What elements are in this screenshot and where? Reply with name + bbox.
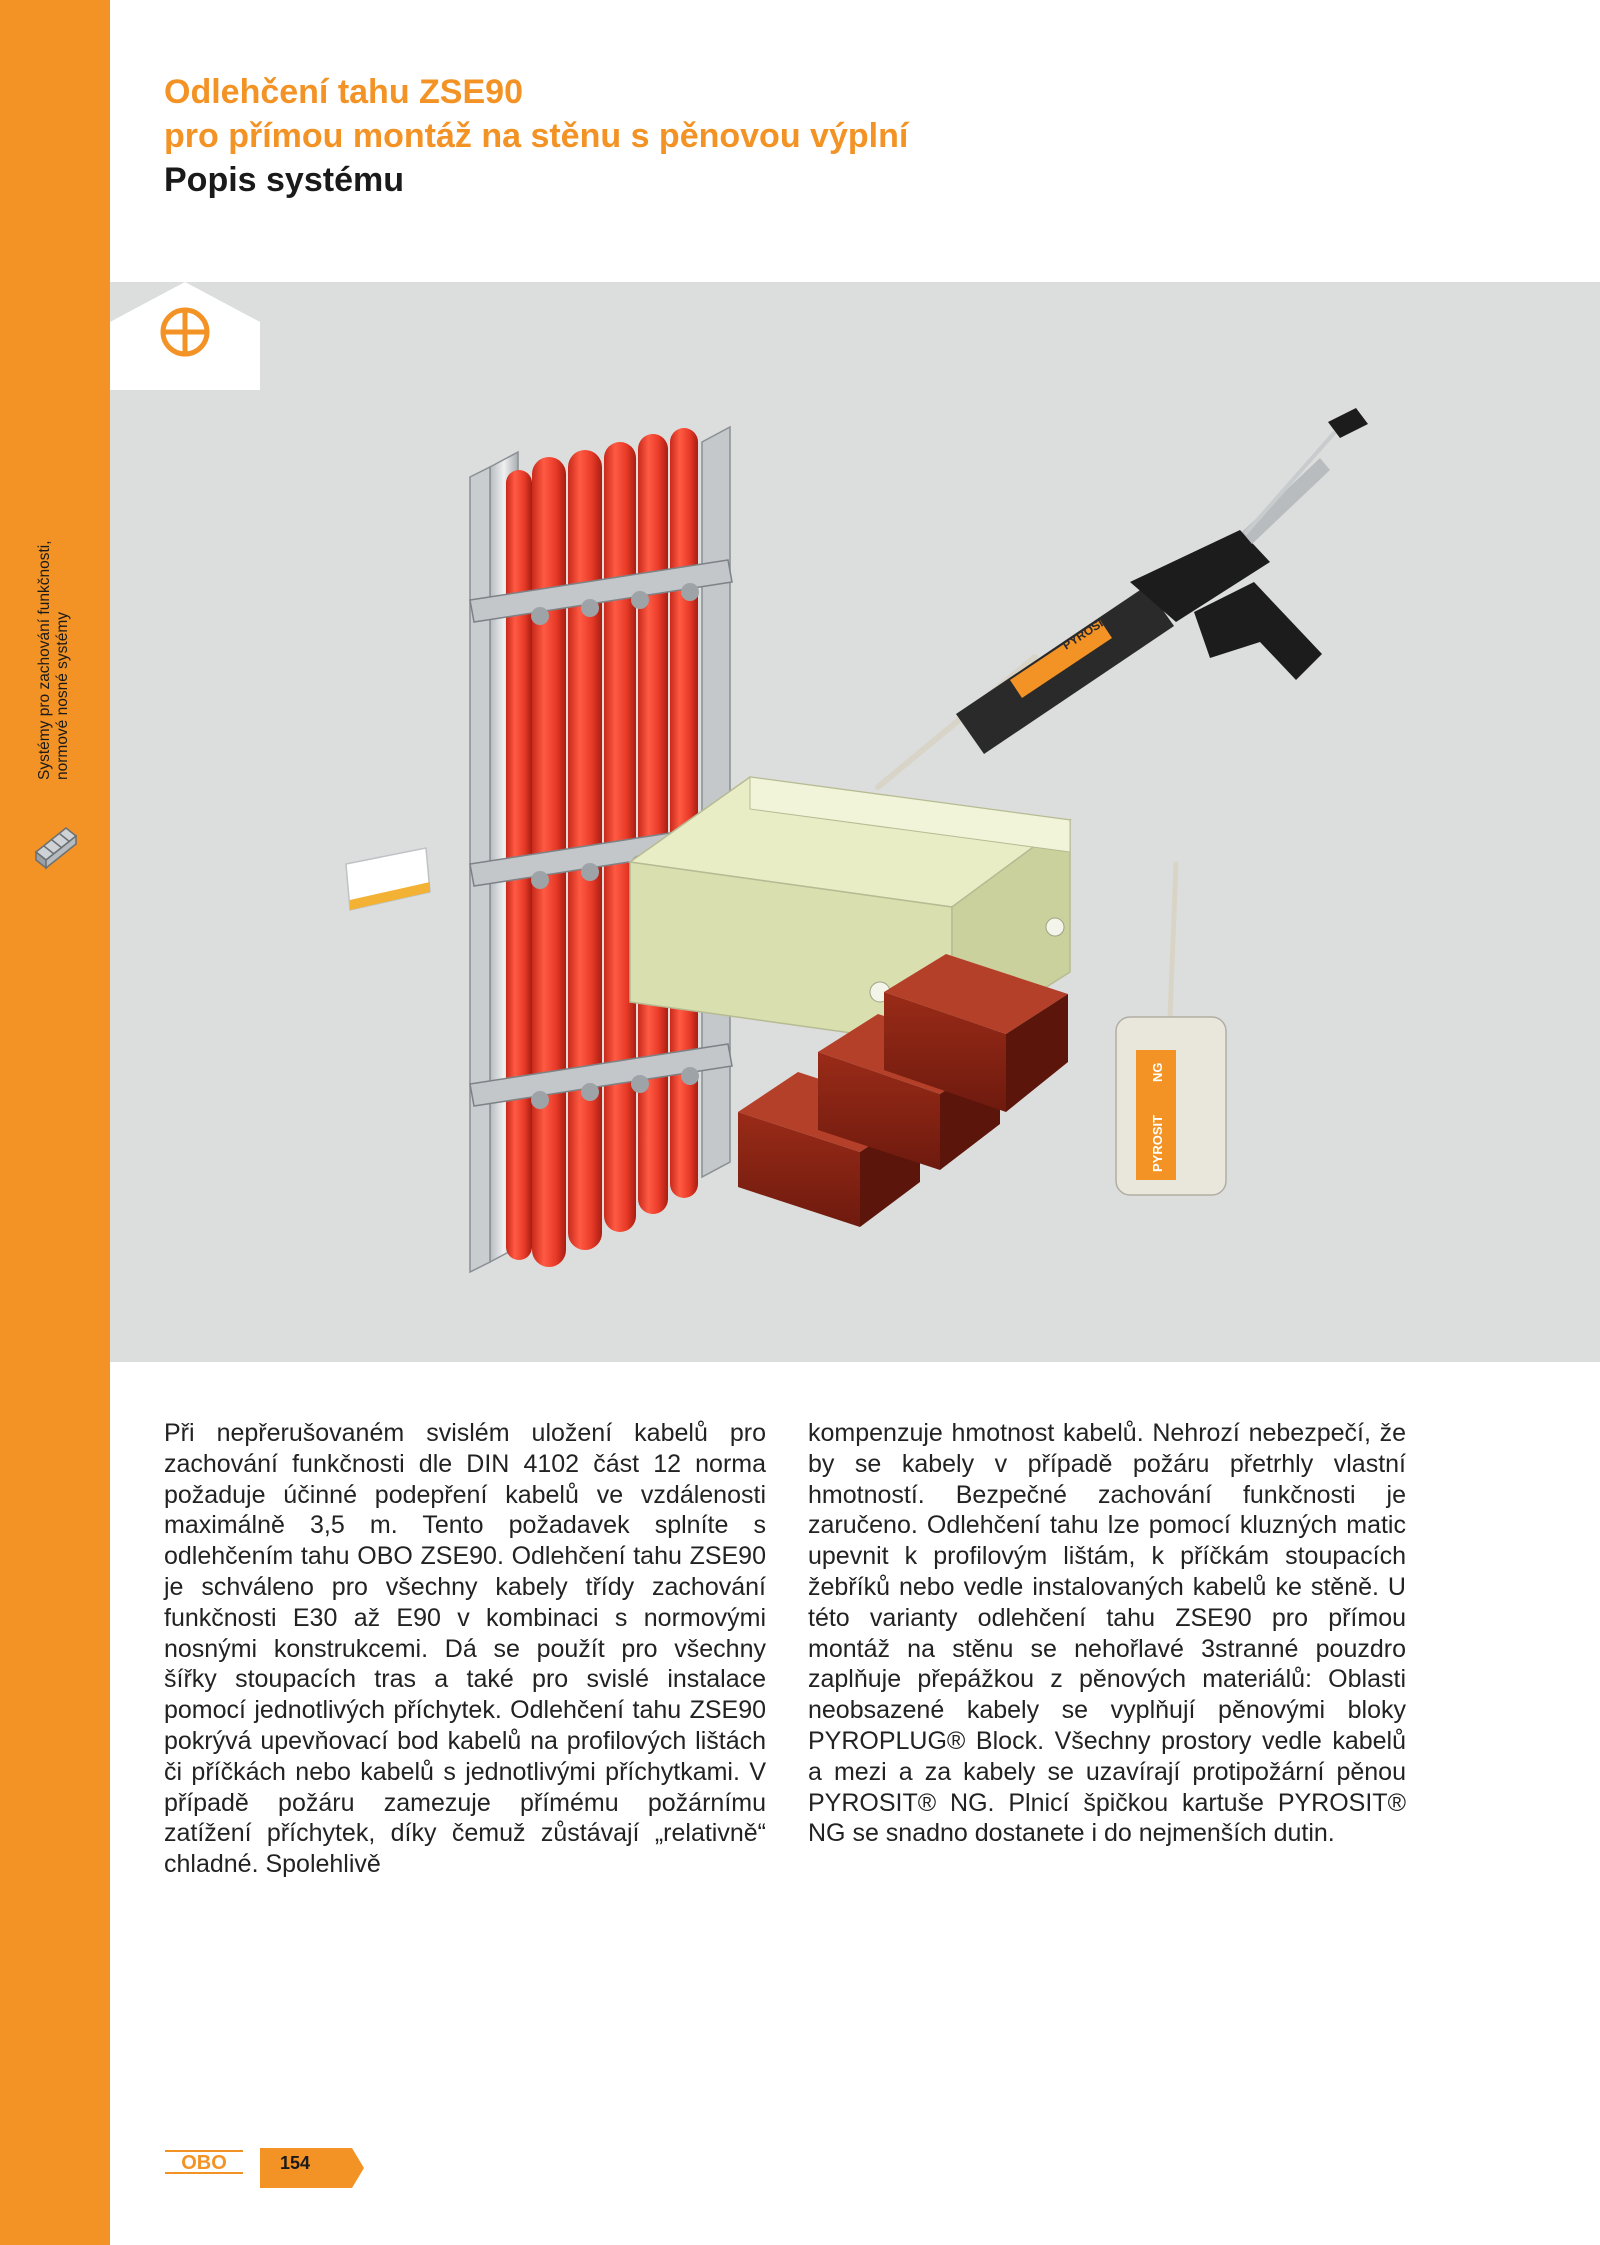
plus-circle-icon <box>110 282 260 390</box>
pyrosit-cartridge <box>1116 864 1226 1195</box>
body-text-left: Při nepřerušovaném svislém uložení kabelů pro zachování funkčnosti dle DIN 4102 část 12 norma požaduje účinné podepření kabelů ve vzdálenosti maximálně 3,5 m. Tento požadavek splníte s odlehčením tahu OBO ZSE90. Odlehčení tahu ZSE90 je schváleno pro všechny kabely třídy zachování funkčnosti E30 až E90 v kombinaci s normovými nosnými konstrukcemi. Dá se použít pro všechny šířky stoupacích tras a také pro svislé instalace pomocí jednotlivých příchytek. Odlehčení tahu ZSE90 pokrývá upevňovací bod kabelů na profilových lištách či příčkách nebo kabelů s jednotlivými příchytkami. V případě požáru zamezuje přímému požárnímu zatížení příchytek, díky čemuž zůstávají „relativně“ chladné. Spolehlivě <box>164 1419 766 1879</box>
page-subtitle: Popis systému <box>164 161 404 199</box>
page-number-tab <box>260 2148 364 2188</box>
page-header <box>164 70 908 202</box>
cartridge-brand-suffix: NG <box>1150 1062 1165 1082</box>
product-illustration <box>110 282 1600 1362</box>
gun-brand-label: PYROSIT <box>1060 612 1112 653</box>
orange-sidebar <box>0 0 110 2245</box>
page-title-line1: Odlehčení tahu ZSE90 <box>164 73 523 111</box>
obo-logo <box>164 2150 244 2174</box>
cable-tray-icon <box>32 822 80 876</box>
obo-logo-text: OBO <box>181 2152 227 2174</box>
sidebar-text-line1: Systémy pro zachování funkčnosti, <box>36 540 53 780</box>
sidebar-category-text <box>36 420 72 780</box>
page-number: 154 <box>280 2153 311 2173</box>
sidebar-text-line2: normové nosné systémy <box>54 612 71 780</box>
product-scene <box>110 282 1600 1362</box>
body-text-right: kompenzuje hmotnost kabelů. Nehrozí nebezpečí, že by se kabely v případě požáru přetrhly vlastní hmotností. Bezpečné zachování funkčnosti je zaručeno. Odlehčení tahu lze pomocí kluzných matic upevnit k profilovým lištám, k příčkám stoupacích žebříků nebo vedle instalovaných kabelů ke stěně. U této varianty odlehčení tahu ZSE90 pro přímou montáž na stěnu se nehořlavé 3stranné pouzdro zaplňuje přepážkou z pěnových materiálů: Oblasti neobsazené kabely se vyplňují pěnovými bloky PYROPLUG® Block. Všechny prostory vedle kabelů a mezi a za kabely se uzavírají protipožární pěnou PYROSIT® NG. Plnicí špičkou kartuše PYROSIT® NG se snadno dostanete i do nejmenších dutin. <box>808 1419 1406 1848</box>
label-card <box>346 848 430 910</box>
cartridge-brand-label: PYROSIT <box>1150 1114 1165 1172</box>
page-title-line2: pro přímou montáž na stěnu s pěnovou výplní <box>164 117 909 155</box>
caulking-gun <box>878 408 1368 787</box>
